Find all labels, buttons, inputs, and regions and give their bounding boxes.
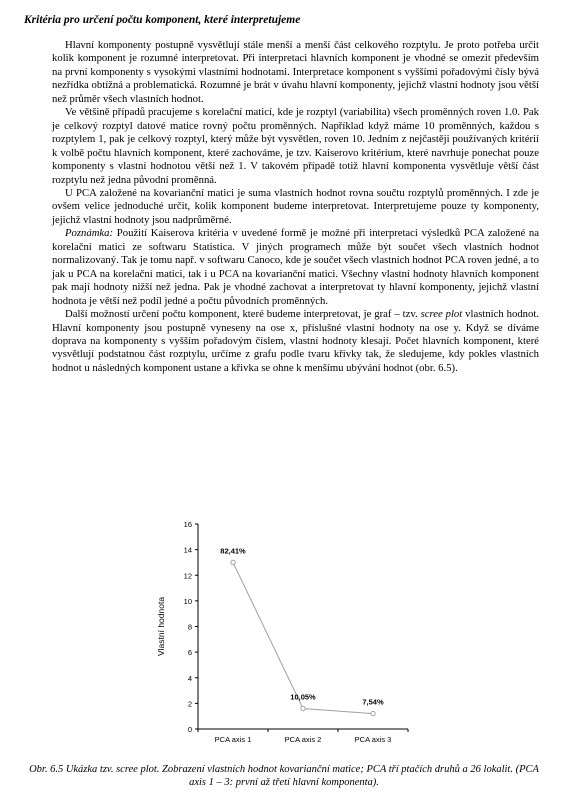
y-axis-title: Vlastní hodnota [156, 596, 166, 657]
section-heading: Kritéria pro určení počtu komponent, které interpretujeme [24, 14, 301, 26]
scree-plot-chart [150, 512, 410, 752]
y-tick-label: 6 [187, 648, 192, 658]
paragraph: Ve většině případů pracujeme s korelační maticí, kde je rozptyl (variabilita) všech proměnných roven 1.0. Pak je celkový rozptyl datové matice rovný počtu proměnných. Například když máme 10 proměnných, každou s rozptylem 1, pak je celkový rozptyl, který může být vysvětlen, roven 10. Jedním z nejčastěji používaných kritérií k volbě počtu hlavních komponent, které zachováme, je tzv. Kaiserovo kritérium, které navrhuje ponechat pouze komponenty s vlastní hodnotou větší než 1. V takovém případě totiž hlavní komponenta vysvětluje větší část rozptylu než jedna původní proměnná. [52, 106, 539, 186]
paragraph: Hlavní komponenty postupně vysvětlují stále menší a menší část celkového rozptylu. Je proto potřeba určit kolik komponent je rozumné interpretovat. Při interpretaci hlavních komponent je vhodné se omezit především na první komponenty s vysokými vlastními hodnotami. Interpretace komponent s vyššími pořadovými čísly bývá nezřídka obtížná a problematická. Rozumné je brát v úvahu hlavní komponenty, jejichž vlastní hodnoty jsou větší než průměr všech vlastních hodnot. [52, 39, 539, 105]
data-point [371, 711, 375, 715]
x-tick-label: PCA axis 3 [354, 735, 392, 744]
note-label: Poznámka: [65, 227, 114, 240]
chart-svg [150, 512, 410, 752]
y-tick-label: 12 [183, 571, 192, 581]
y-tick-label: 8 [187, 622, 192, 632]
y-tick-label: 4 [187, 673, 192, 683]
y-tick-label: 0 [187, 725, 192, 734]
paragraph-text: Další možností určení počtu komponent, které budeme interpretovat, je graf – tzv. [65, 308, 421, 321]
paragraph [52, 308, 539, 375]
paragraph-text: vlastních hodnot. Hlavní komponenty jsou postupně vyneseny na ose x, příslušné vlastní hodnoty na ose y. Když se díváme doprava na komponenty s vyšším pořadovým číslem, vlastní hodnoty klesají. Počet hlavních komponent, které vysvětlují podstatnou část rozptylu, určíme z grafu podle tvaru křivky tak, že sledujeme, kdy pokles vlastních hodnot u následných komponent ustane a křivka se ohne k menšímu ubývání hodnot (obr. 6.5). [52, 308, 540, 374]
data-point [301, 706, 305, 710]
paragraph: U PCA založené na kovarianční matici je suma vlastních hodnot rovna součtu rozptylů proměnných. I zde je ovšem velice jednoduché určit, kolik komponent budeme interpretovat. Interpretujeme pouze ty komponenty, jejichž vlastní hodnoty jsou nadprůměrné. [52, 186, 539, 226]
y-tick-label: 16 [183, 520, 192, 529]
data-label: 82,41% [220, 546, 246, 556]
figure-caption: Obr. 6.5 Ukázka tzv. scree plot. Zobrazení vlastních hodnot kovarianční matice; PCA tří ptačích druhů a 26 lokalit. (PCA axis 1 – 3: první až třetí hlavní komponenta). [29, 764, 539, 788]
term-scree-plot: scree plot [420, 308, 463, 321]
body-text [52, 39, 539, 375]
x-tick-label: PCA axis 1 [214, 735, 252, 744]
data-point [231, 560, 235, 564]
y-tick-label: 10 [183, 596, 192, 606]
y-tick-label: 14 [183, 545, 192, 555]
series-line [233, 562, 373, 713]
y-tick-label: 2 [187, 699, 192, 709]
note-paragraph [52, 227, 539, 308]
data-label: 7,54% [362, 697, 384, 707]
x-tick-label: PCA axis 2 [284, 735, 322, 744]
note-text: Použití Kaiserova kritéria v uvedené formě je možné při interpretaci výsledků PCA založené na korelační matici ze softwaru Statistica. V jiných programech může být součet všech vlastních hodnot normalizovaný. Tak je tomu např. v softwaru Canoco, kde je součet všech vlastních hodnot PCA roven jedné, a to jak u PCA na korelační matici, tak i u PCA na kovarianční matici. Všechny vlastní hodnoty hlavních komponent pak mají hodnoty nižší než jedna. Pak je vhodné zachovat a interpretovat ty hlavní komponenty, jejichž vlastní hodnota je větší než podíl jedné a počtu původních proměnných. [52, 227, 539, 307]
data-label: 10,05% [290, 692, 316, 702]
